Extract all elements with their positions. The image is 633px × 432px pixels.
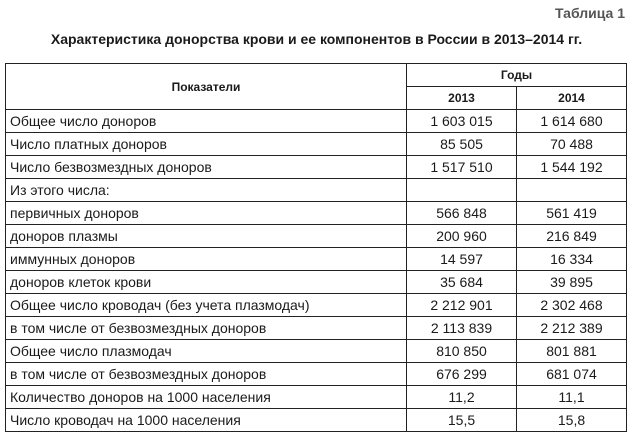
indicator-cell: Общее число плазмодач [6,340,407,363]
indicator-column-header: Показатели [6,64,407,110]
table-number: Таблица 1 [554,5,625,21]
value-2013-cell: 2 212 901 [407,294,517,317]
value-2014-cell: 216 849 [517,225,627,248]
table-row [6,156,627,179]
value-2014-cell: 39 895 [517,271,627,294]
value-2014-cell: 681 074 [517,363,627,386]
table-row [6,110,627,133]
indicator-cell: Общее число доноров [6,110,407,133]
table-row [6,363,627,386]
indicator-cell: Число кроводач на 1000 населения [6,409,407,432]
table-row [6,179,627,202]
value-2014-cell: 2 212 389 [517,317,627,340]
table-row [6,409,627,432]
indicator-cell: Число безвозмездных доноров [6,156,407,179]
table-caption: Характеристика донорства крови и ее компонентов в России в 2013–2014 гг. [50,31,583,47]
table-row [6,202,627,225]
indicator-cell: в том числе от безвозмездных доноров [6,363,407,386]
indicator-cell: иммунных доноров [6,248,407,271]
value-2013-cell: 2 113 839 [407,317,517,340]
table-row [6,225,627,248]
indicator-cell: Число платных доноров [6,133,407,156]
table-row [6,340,627,363]
value-2013-cell: 14 597 [407,248,517,271]
indicator-cell: доноров клеток крови [6,271,407,294]
value-2013-cell: 810 850 [407,340,517,363]
value-2013-cell: 11,2 [407,386,517,409]
value-2014-cell: 16 334 [517,248,627,271]
indicator-cell: Общее число кроводач (без учета плазмодач) [6,294,407,317]
table-row [6,317,627,340]
value-2014-cell: 1 614 680 [517,110,627,133]
value-2014-cell: 801 881 [517,340,627,363]
value-2013-cell: 35 684 [407,271,517,294]
value-2013-cell: 200 960 [407,225,517,248]
value-2014-cell: 70 488 [517,133,627,156]
value-2014-cell: 1 544 192 [517,156,627,179]
years-column-header: Годы [407,64,627,87]
value-2014-cell: 2 302 468 [517,294,627,317]
value-2014-cell: 11,1 [517,386,627,409]
indicator-cell: первичных доноров [6,202,407,225]
value-2013-cell: 85 505 [407,133,517,156]
table-body [6,110,627,432]
table-row [6,248,627,271]
value-2014-cell: 561 419 [517,202,627,225]
indicator-cell: доноров плазмы [6,225,407,248]
value-2013-cell: 566 848 [407,202,517,225]
indicator-cell: Количество доноров на 1000 населения [6,386,407,409]
value-2014-cell [517,179,627,202]
table-row [6,386,627,409]
table-row [6,294,627,317]
year-2014-header: 2014 [517,87,627,110]
value-2014-cell: 15,8 [517,409,627,432]
value-2013-cell: 676 299 [407,363,517,386]
donor-statistics-table [5,63,627,432]
value-2013-cell: 15,5 [407,409,517,432]
table-header [6,64,627,110]
year-2013-header: 2013 [407,87,517,110]
value-2013-cell: 1 517 510 [407,156,517,179]
table-row [6,271,627,294]
value-2013-cell: 1 603 015 [407,110,517,133]
table-row [6,133,627,156]
value-2013-cell [407,179,517,202]
indicator-cell: в том числе от безвозмездных доноров [6,317,407,340]
indicator-cell: Из этого числа: [6,179,407,202]
